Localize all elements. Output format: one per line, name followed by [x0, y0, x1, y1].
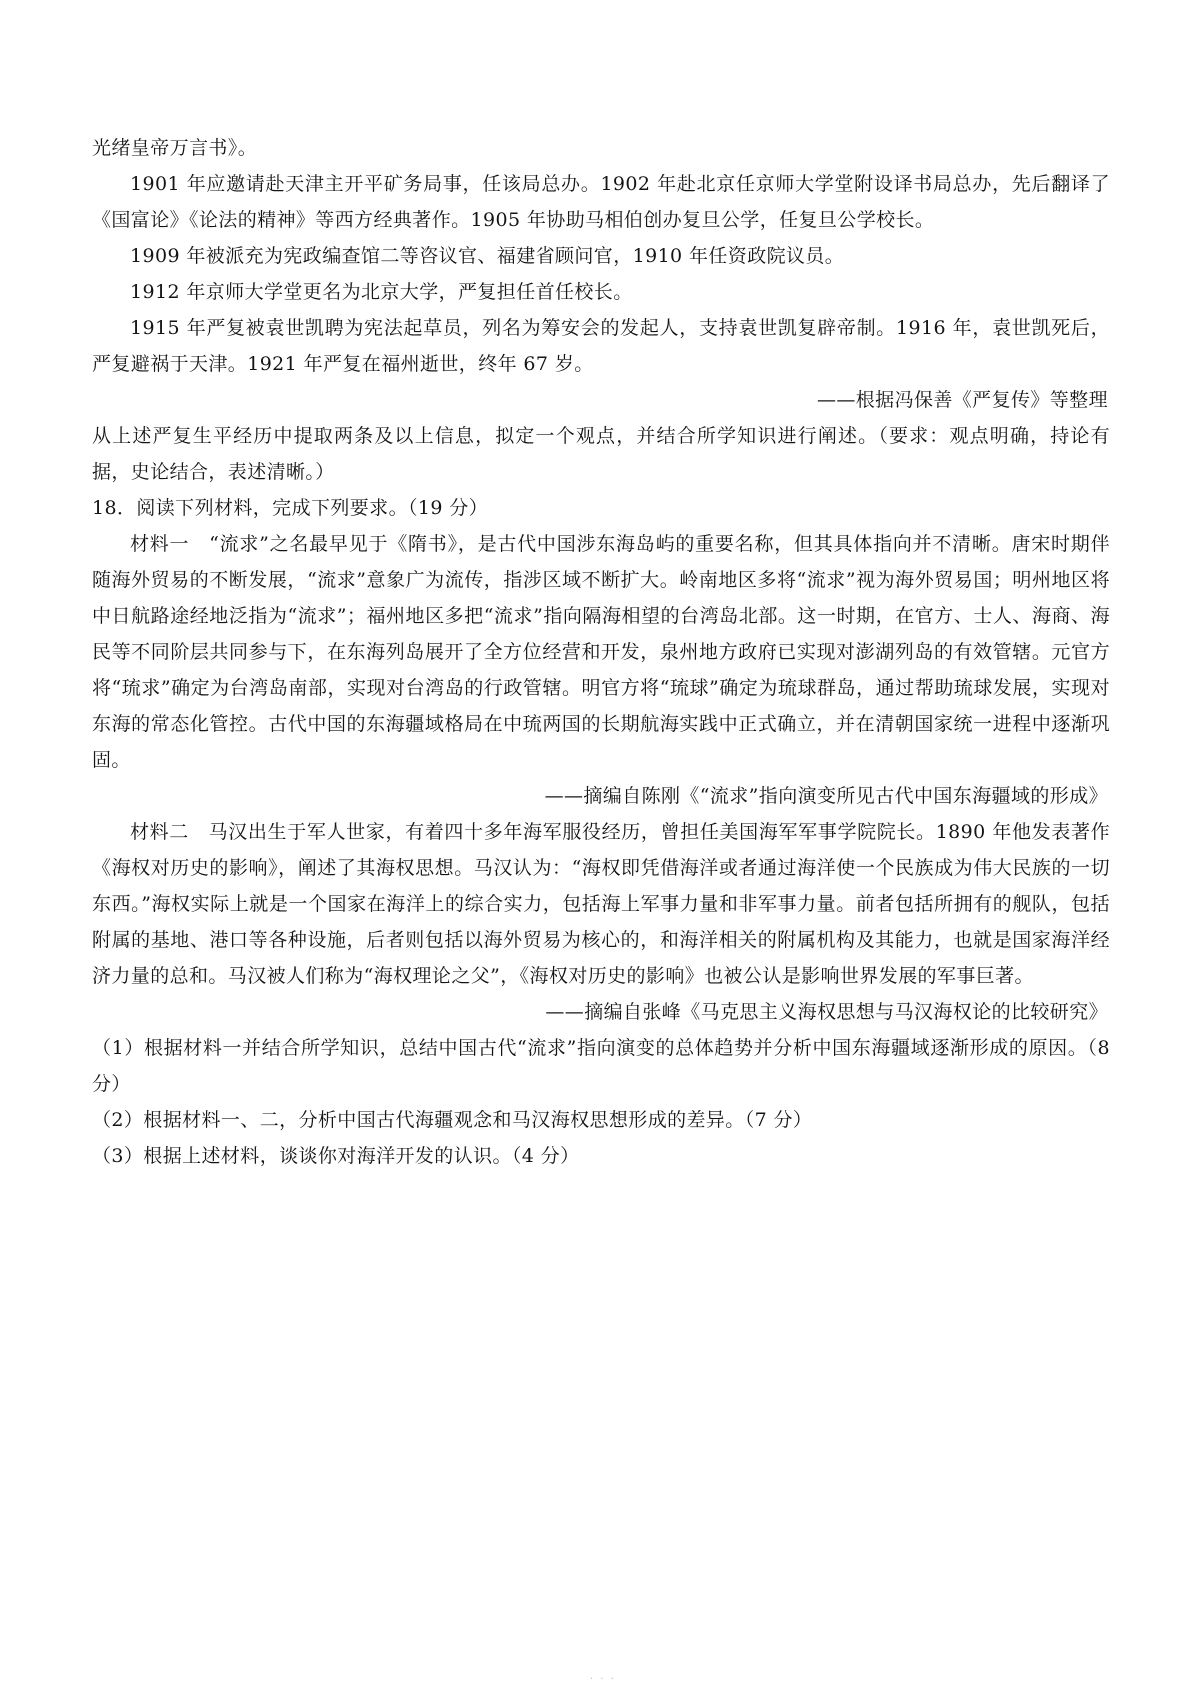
q18-material-2-source: ——摘编自张峰《马克思主义海权思想与马汉海权论的比较研究》: [545, 1001, 1108, 1023]
q18-material-1-source: ——摘编自陈刚《“流求”指向演变所见古代中国东海疆域的形成》: [544, 785, 1108, 807]
q18-heading: 18．阅读下列材料，完成下列要求。（19 分）: [92, 497, 489, 519]
bio-paragraph-1901: 1901 年应邀请赴天津主开平矿务局事，任该局总办。1902 年赴北京任京师大学堂附设译书局总办，先后翻译了《国富论》《论法的精神》等西方经典著作。1905 年协助马相伯创办复旦公学，任复旦公学校长。: [92, 173, 1110, 231]
exam-page: [92, 130, 1110, 1174]
continued-line: 光绪皇帝万言书》。: [92, 137, 258, 159]
bio-paragraph-1915: 1915 年严复被袁世凯聘为宪法起草员，列名为筹安会的发起人，支持袁世凯复辟帝制。1916 年，袁世凯死后，严复避祸于天津。1921 年严复在福州逝世，终年 67 岁。: [92, 317, 1110, 375]
q18-sub-question-2: （2）根据材料一、二，分析中国古代海疆观念和马汉海权思想形成的差异。（7 分）: [92, 1109, 813, 1131]
bio-paragraph-1909: 1909 年被派充为宪政编查馆二等咨议官、福建省顾问官，1910 年任资政院议员。: [130, 245, 845, 267]
bio-paragraph-1912: 1912 年京师大学堂更名为北京大学，严复担任首任校长。: [130, 281, 633, 303]
q18-sub-question-3: （3）根据上述材料，谈谈你对海洋开发的认识。（4 分）: [92, 1145, 580, 1167]
q18-material-1: 材料一 “流求”之名最早见于《隋书》，是古代中国涉东海岛屿的重要名称，但其具体指向并不清晰。唐宋时期伴随海外贸易的不断发展，“流求”意象广为流传，指涉区域不断扩大。岭南地区多将“流求”视为海外贸易国；明州地区将中日航路途经地泛指为“流求”；福州地区多把“流求”指向隔海相望的台湾岛北部。这一时期，在官方、士人、海商、海民等不同阶层共同参与下，在东海列岛展开了全方位经营和开发，泉州地方政府已实现对澎湖列岛的有效管辖。元官方将“琉求”确定为台湾岛南部，实现对台湾岛的行政管辖。明官方将“琉球”确定为琉球群岛，通过帮助琉球发展，实现对东海的常态化管控。古代中国的东海疆域格局在中琉两国的长期航海实践中正式确立，并在清朝国家统一进程中逐渐巩固。: [92, 533, 1110, 771]
q18-material-2: 材料二 马汉出生于军人世家，有着四十多年海军服役经历，曾担任美国海军军事学院院长。1890 年他发表著作《海权对历史的影响》，阐述了其海权思想。马汉认为：“海权即凭借海洋或者通过海洋使一个民族成为伟大民族的一切东西。”海权实际上就是一个国家在海洋上的综合实力，包括海上军事力量和非军事力量。前者包括所拥有的舰队，包括附属的基地、港口等各种设施，后者则包括以海外贸易为核心的，和海洋相关的附属机构及其能力，也就是国家海洋经济力量的总和。马汉被人们称为“海权理论之父”，《海权对历史的影响》也被公认是影响世界发展的军事巨著。: [92, 821, 1110, 987]
q18-sub-question-1: （1）根据材料一并结合所学知识，总结中国古代“流求”指向演变的总体趋势并分析中国东海疆域逐渐形成的原因。（8 分）: [92, 1037, 1110, 1095]
q17-task: 从上述严复生平经历中提取两条及以上信息，拟定一个观点，并结合所学知识进行阐述。（要求：观点明确，持论有据，史论结合，表述清晰。）: [92, 425, 1110, 483]
q17-source: ——根据冯保善《严复传》等整理: [816, 389, 1108, 411]
footer-dots: · · ·: [590, 1674, 616, 1685]
